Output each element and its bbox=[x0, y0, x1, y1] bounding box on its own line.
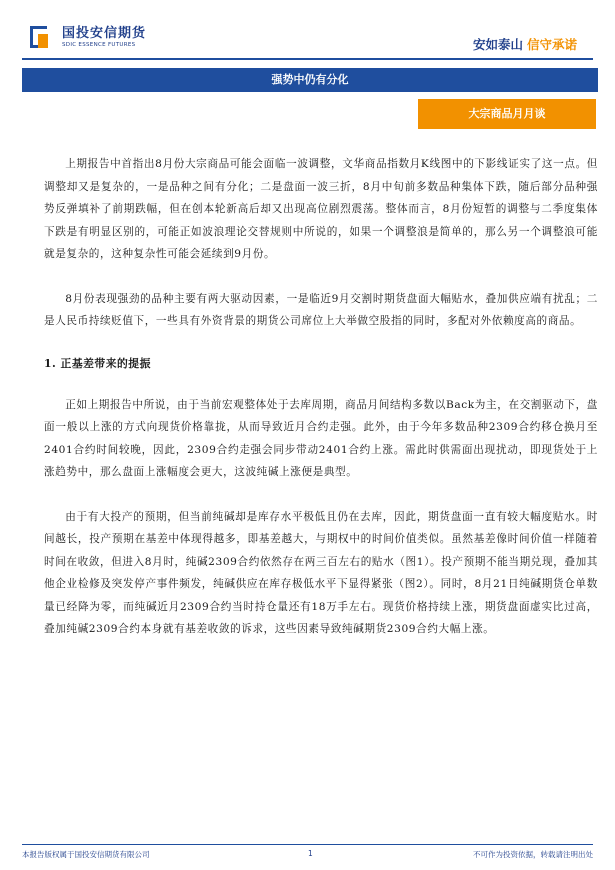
logo-name-en: SDIC ESSENCE FUTURES bbox=[62, 42, 136, 49]
company-logo bbox=[30, 26, 146, 50]
paragraph-basis: 正如上期报告中所说，由于当前宏观整体处于去库周期，商品月间结构多数以Back为主，在交割驱动下，盘面一般以上涨的方式向现货价格靠拢，从而导致近月合约走强。此外，由于今年多数品种2309合约移仓换月至2401合约时间较晚，因此，2309合约走强会同步带动2401合约上涨。需此时供需面出现扰动，即现货处于上涨趋势中，那么盘面上涨幅度会更大，这波纯碱上涨便是典型。 bbox=[44, 398, 598, 478]
header-divider bbox=[22, 58, 593, 60]
category-tag: 大宗商品月月谈 bbox=[418, 99, 596, 129]
slogan bbox=[473, 35, 577, 53]
section-heading: 1. 正基差带来的提振 bbox=[44, 356, 151, 370]
page-footer bbox=[22, 849, 593, 863]
paragraph-intro: 上期报告中首指出8月份大宗商品可能会面临一波调整，文华商品指数月K线图中的下影线证实了这一点。但调整却又是复杂的，一是品种之间有分化；二是盘面一波三折，8月中旬前多数品种集体下跌，随后部分品种强势反弹填补了前期跌幅，但在创本轮新高后却又出现高位剧烈震荡。整体而言，8月份短暂的调整与二季度集体下跌是有明显区别的，可能正如波浪理论交替规则中所说的，如果一个调整浪是简单的，那么另一个调整浪可能就是复杂的，这种复杂性可能会延续到9月份。 bbox=[44, 158, 598, 260]
report-body bbox=[44, 153, 598, 663]
footer-copyright: 本报告版权属于国投安信期货有限公司 bbox=[22, 850, 150, 859]
slogan-part1: 安如泰山 bbox=[472, 37, 523, 52]
report-title: 强势中仍有分化 bbox=[22, 68, 598, 92]
logo-name-cn: 国投安信期货 bbox=[62, 26, 147, 42]
paragraph-drivers: 8月份表现强劲的品种主要有两大驱动因素，一是临近9月交割时期货盘面大幅贴水，叠加供应端有扰乱；二是人民币持续贬值下，一些具有外资背景的期货公司席位上大举做空股指的同时，多配对外依赖度高的商品。 bbox=[44, 292, 598, 327]
paragraph-soda-ash: 由于有大投产的预期，但当前纯碱却是库存水平极低且仍在去库，因此，期货盘面一直有较大幅度贴水。时间越长，投产预期在基差中体现得越多，即基差越大，与期权中的时间价值类似。虽然基差像时间价值一样随着时间在收敛，但进入8月时，纯碱2309合约依然存在两三百左右的贴水（图1）。投产预期不能当期兑现，叠加其他企业检修及突发停产事件频发，纯碱供应在库存极低水平下显得紧张（图2）。同时，8月21日纯碱期货仓单数量已经降为零，而纯碱近月2309合约当时持仓量还有18万手左右。现货价格持续上涨，期货盘面虚实比过高，叠加纯碱2309合约本身就有基差收敛的诉求，这些因素导致纯碱期货2309合约大幅上涨。 bbox=[44, 510, 598, 635]
logo-mark-icon bbox=[30, 26, 56, 50]
footer-divider bbox=[22, 844, 593, 845]
page-number: 1 bbox=[308, 849, 313, 858]
slogan-part2: 信守承诺 bbox=[526, 37, 577, 52]
footer-disclaimer: 不可作为投资依据，转载请注明出处 bbox=[473, 850, 593, 859]
